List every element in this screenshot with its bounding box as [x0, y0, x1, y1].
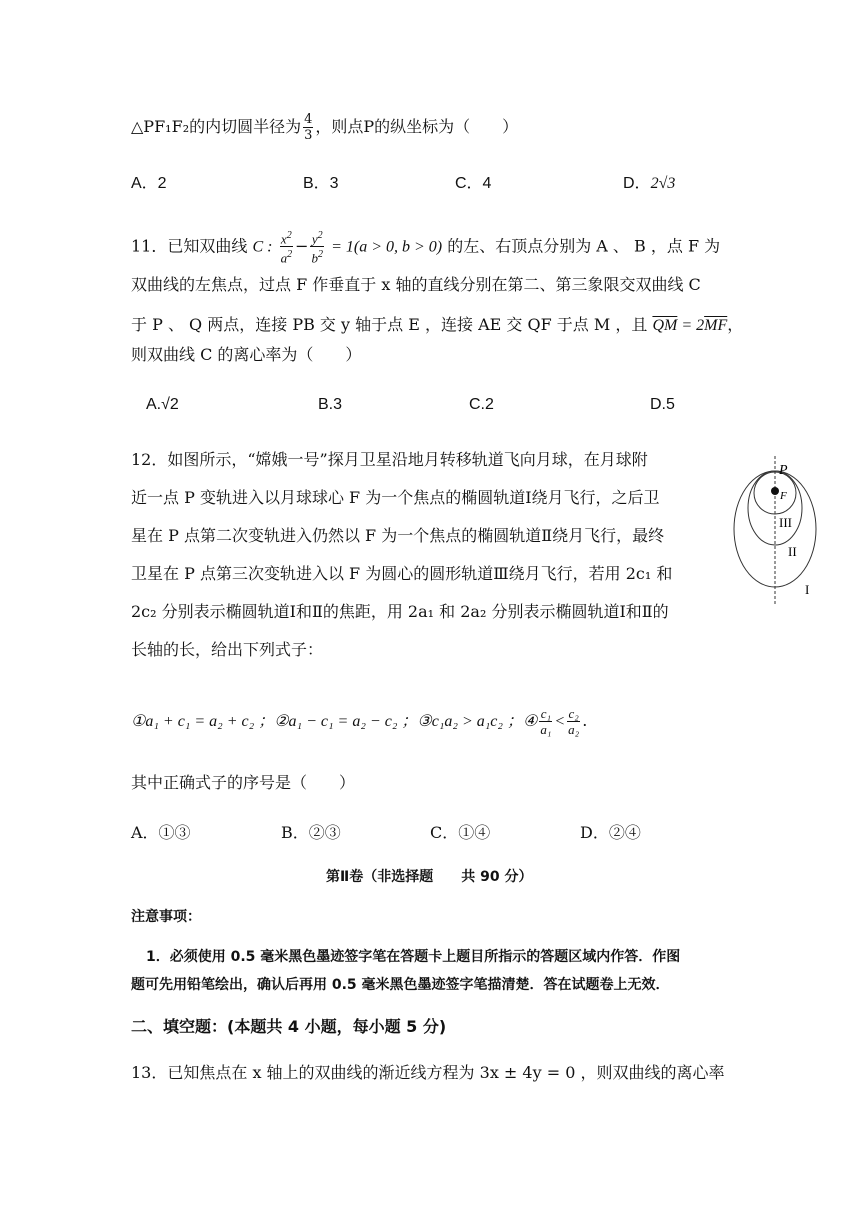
option-label: D．: [623, 175, 651, 192]
numerator: c₂: [568, 706, 579, 721]
q10-text: △PF₁F₂的内切圆半径为: [131, 117, 302, 136]
q12-option-b[interactable]: B．②③: [281, 823, 341, 842]
q12-line6: 长轴的长，给出下列式子：: [131, 640, 324, 659]
q10-option-d[interactable]: [623, 170, 675, 193]
q11-option-d[interactable]: D.5: [650, 396, 675, 413]
q10-question: ，则点P的纵坐标为（ ）: [315, 117, 519, 136]
q12-line2: 近一点 P 变轨进入以月球球心 F 为一个焦点的椭圆轨道Ⅰ绕月飞行，之后卫: [131, 488, 660, 507]
part2-title: 第Ⅱ卷（非选择题 共 90 分）: [326, 869, 533, 885]
vector-mf: $\overline{MF}$: [704, 317, 728, 334]
denominator: a₁: [540, 722, 552, 737]
orbit-diagram: [733, 456, 823, 606]
q11-line3: [131, 314, 743, 337]
q12-option-c[interactable]: C．①④: [430, 823, 491, 842]
formula4-right: [567, 706, 580, 737]
denominator: a₂: [568, 722, 580, 737]
label-iii: III: [779, 515, 792, 530]
q11-after-eq: 的左、右顶点分别为 A 、 B ，点 F 为: [447, 236, 721, 256]
q10-fraction: [303, 112, 313, 143]
q13-stem: 13．已知焦点在 x 轴上的双曲线的渐近线方程为 3x ± 4y = 0 ，则双曲线的离心率: [131, 1063, 725, 1082]
vector-eq: = 2: [677, 317, 705, 334]
label-f: F: [780, 490, 787, 502]
q11-line3-end: ，: [727, 315, 744, 334]
q12-line4: 卫星在 P 点第三次变轨进入以 F 为圆心的圆形轨道Ⅲ绕月飞行，若用 2c₁ 和: [131, 564, 673, 583]
vector-qm: $\overline{QM}$: [652, 317, 678, 334]
q12-formula-list: ①a₁ + c₁ = a₂ + c₂ ；②a₁ − c₁ = a₂ − c₂ ；③c₁a₂ > a₁c₂ ；④: [131, 713, 538, 730]
q12-option-d[interactable]: D．②④: [580, 823, 641, 842]
label-p: P: [779, 463, 788, 478]
label-ii: II: [788, 544, 797, 559]
q11-option-a[interactable]: A.√2: [146, 396, 179, 413]
q11-line4: 则双曲线 C 的离心率为（ ）: [131, 345, 362, 364]
moon-center-f: [771, 487, 779, 495]
fraction-numerator: 4: [304, 112, 313, 127]
q10-option-c[interactable]: C．4: [455, 175, 492, 192]
numerator: c₁: [540, 706, 551, 721]
q11-frac-x: $\frac{x^2}{a^2}$: [280, 230, 293, 266]
q10-stem: [131, 112, 518, 143]
formula4-left: [539, 706, 552, 737]
less-than: <: [554, 713, 566, 730]
label-i: I: [805, 582, 810, 597]
q10-option-a[interactable]: A．2: [131, 175, 167, 192]
q11-eq-tail: = 1(a > 0, b > 0): [331, 238, 443, 256]
option-value: 2√3: [650, 175, 676, 192]
q12-question: 其中正确式子的序号是（ ）: [131, 773, 356, 792]
period: .: [582, 711, 588, 730]
q11-option-c[interactable]: C.2: [469, 396, 494, 413]
q12-option-a[interactable]: A．①③: [131, 823, 191, 842]
q11-option-b[interactable]: B.3: [318, 396, 343, 413]
notice-title: 注意事项：: [131, 909, 201, 925]
q11-line3-text: 于 P 、 Q 两点，连接 PB 交 y 轴于点 E ，连接 AE 交 QF 于点 M ，且: [131, 315, 648, 334]
q11-frac-y: $\frac{y^2}{b^2}$: [311, 230, 323, 266]
q12-line3: 星在 P 点第二次变轨进入仍然以 F 为一个焦点的椭圆轨道Ⅱ绕月飞行，最终: [131, 526, 665, 545]
notice-line1: 1．必须使用 0.5 毫米黑色墨迹签字笔在答题卡上题目所指示的答题区域内作答．作图: [146, 949, 681, 965]
q12-formulas: [131, 706, 587, 737]
section2-heading: 二、填空题：(本题共 4 小题，每小题 5 分): [131, 1017, 447, 1036]
q10-option-b[interactable]: B．3: [303, 175, 339, 192]
q12-line5: 2c₂ 分别表示椭圆轨道Ⅰ和Ⅱ的焦距，用 2a₁ 和 2a₂ 分别表示椭圆轨道Ⅰ和Ⅱ的: [131, 602, 669, 621]
q11-line1: 11．已知双曲线 C : $\frac{x^2}{a^2}$ − $\frac{y^2}{b^2}$ = 1(a > 0, b > 0) 的左、右顶点分别为 A 、 B ，点 F 为: [131, 230, 721, 266]
notice-line2: 题可先用铅笔绘出，确认后再用 0.5 毫米黑色墨迹签字笔描清楚．答在试题卷上无效．: [131, 977, 670, 993]
q11-lead: 11．已知双曲线: [131, 236, 248, 256]
q12-line1: 12．如图所示，“嫦娥一号”探月卫星沿地月转移轨道飞向月球，在月球附: [131, 450, 648, 469]
q11-eq-prefix: C :: [252, 238, 273, 256]
fraction-denominator: 3: [304, 128, 313, 143]
q11-line2: 双曲线的左焦点，过点 F 作垂直于 x 轴的直线分别在第二、第三象限交双曲线 C: [131, 275, 701, 294]
